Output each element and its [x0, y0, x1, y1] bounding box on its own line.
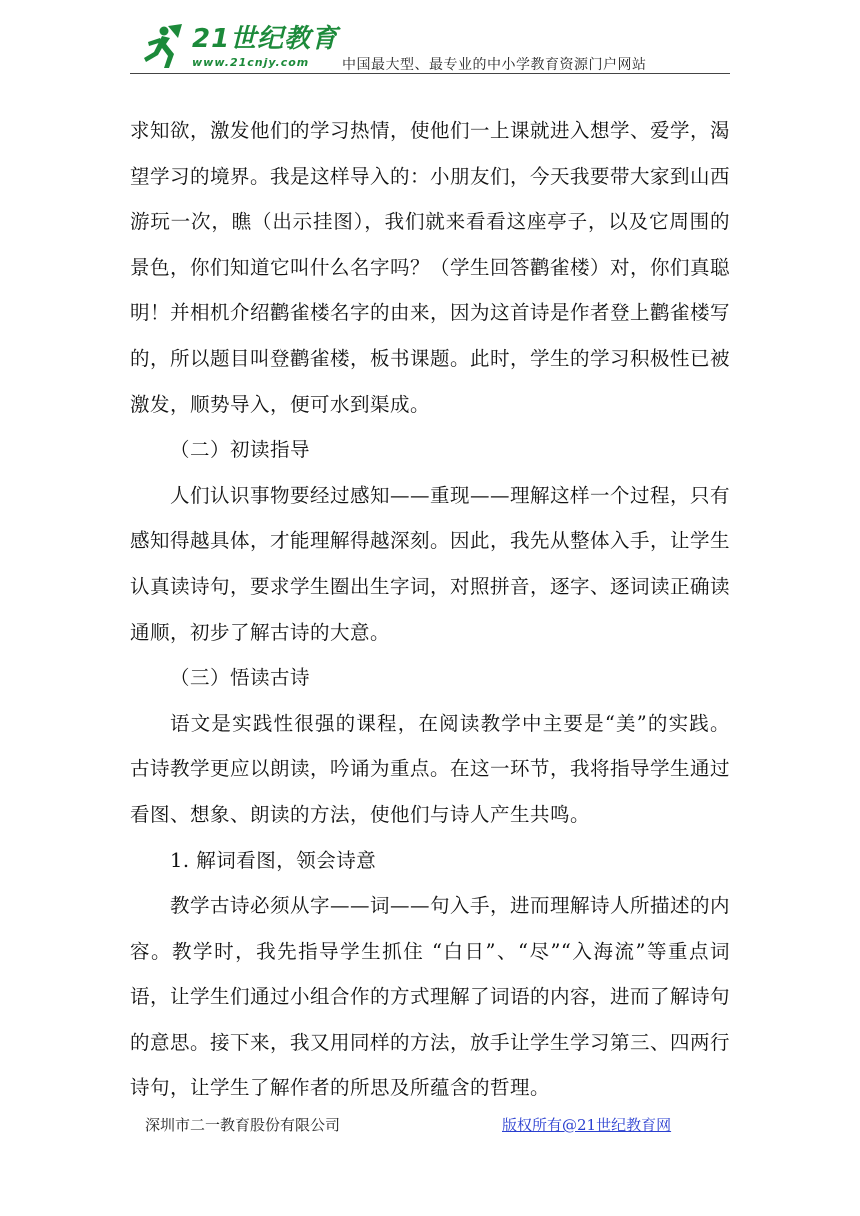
paragraph-word-explanation: 教学古诗必须从字——词——句入手，进而理解诗人所描述的内容。教学时，我先指导学生抓住 “白日”、“尽”“入海流”等重点词语，让学生们通过小组合作的方式理解了词语的内容，进而了解诗句的意思。接下来，我又用同样的方法，放手让学生学习第三、四两行诗句，让学生了解作者的所思及所蕴含的哲理。	[130, 894, 731, 1100]
logo-url: www.21cnjy.com	[192, 56, 310, 69]
paragraph-intro-continued: 求知欲，激发他们的学习热情，使他们一上课就进入想学、爱学，渴望学习的境界。我是这样导入的：小朋友们，今天我要带大家到山西游玩一次，瞧（出示挂图），我们就来看看这座亭子，以及它周围的景色，你们知道它叫什么名字吗？（学生回答鹳雀楼）对，你们真聪明！并相机介绍鹳雀楼名字的由来，因为这首诗是作者登上鹳雀楼写的，所以题目叫登鹳雀楼，板书课题。此时，学生的学习积极性已被激发，顺势导入，便可水到渠成。	[130, 119, 731, 416]
header-slogan: 中国最大型、最专业的中小学教育资源门户网站	[342, 57, 647, 73]
section-heading-understanding-poem: （三）悟读古诗	[170, 666, 311, 690]
footer-copyright-link[interactable]: 版权所有@21世纪教育网	[502, 1116, 672, 1134]
header-divider	[130, 73, 730, 74]
footer-company-name: 深圳市二一教育股份有限公司	[145, 1116, 341, 1134]
section-heading-initial-reading: （二）初读指导	[170, 438, 311, 462]
paragraph-understanding-poem: 语文是实践性很强的课程，在阅读教学中主要是“美”的实践。古诗教学更应以朗读，吟诵为重点。在这一环节，我将指导学生通过看图、想象、朗读的方法，使他们与诗人产生共鸣。	[130, 711, 731, 826]
running-figure-logo-icon	[138, 22, 188, 70]
page-header	[130, 22, 730, 74]
page-footer	[130, 1114, 730, 1138]
logo-text: 21世纪教育	[192, 24, 339, 54]
document-body	[130, 108, 730, 1111]
paragraph-initial-reading: 人们认识事物要经过感知——重现——理解这样一个过程，只有感知得越具体，才能理解得越深刻。因此，我先从整体入手，让学生认真读诗句，要求学生圈出生字词，对照拼音，逐字、逐词读正确读通顺，初步了解古诗的大意。	[130, 483, 731, 644]
subheading-word-explanation: 1. 解词看图，领会诗意	[170, 848, 377, 872]
